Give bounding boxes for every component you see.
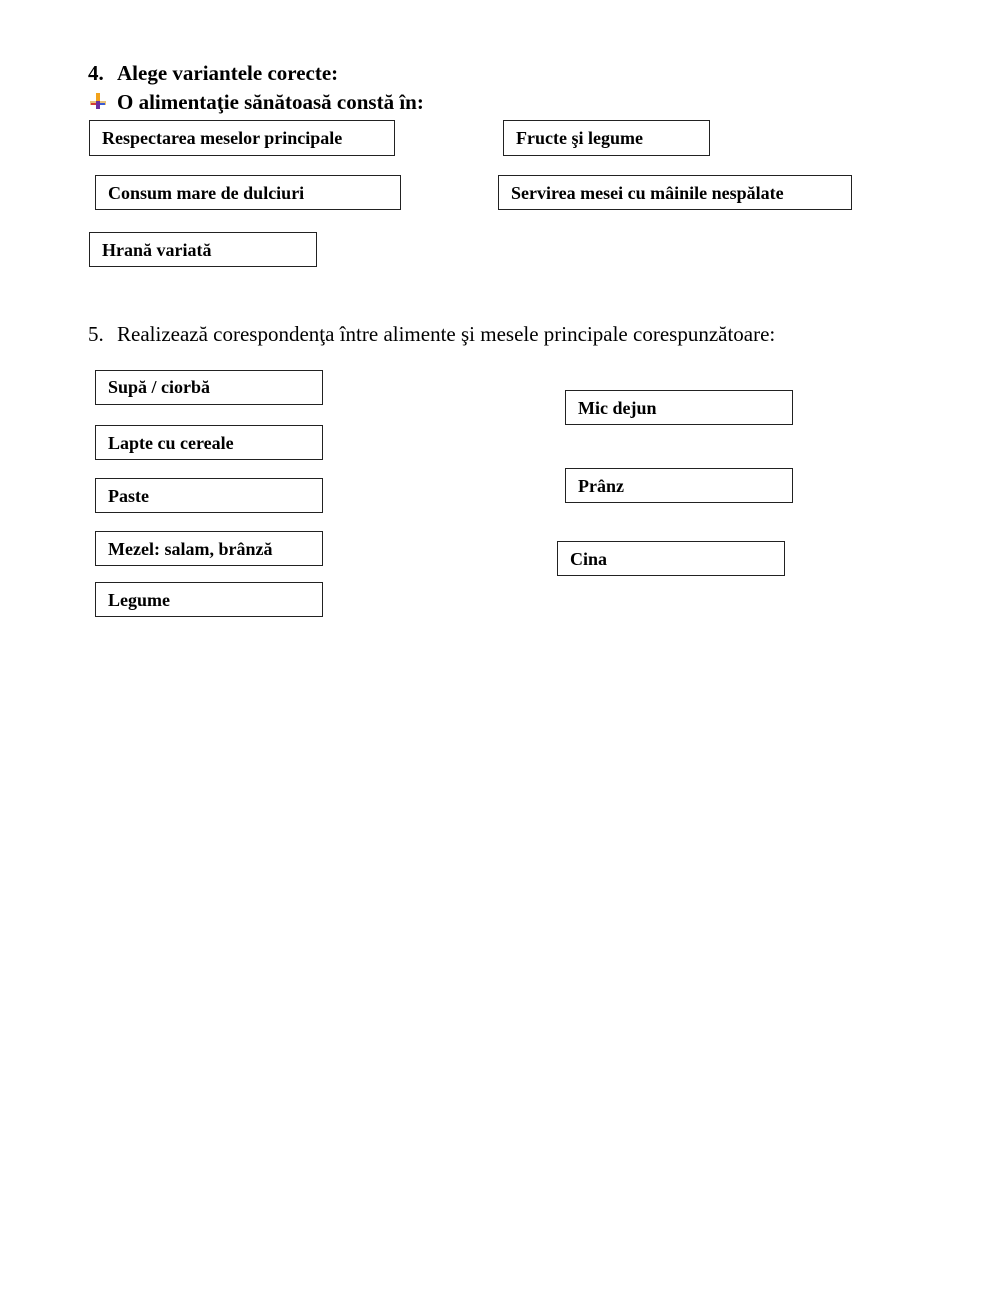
option-box[interactable]: Servirea mesei cu mâinile nespălate	[498, 175, 852, 210]
food-box[interactable]: Mezel: salam, brânză	[95, 531, 323, 566]
meal-box[interactable]: Cina	[557, 541, 785, 576]
question-5-heading	[88, 322, 775, 346]
question-5-number: 5.	[88, 322, 104, 346]
question-4-heading	[88, 61, 338, 85]
meal-box[interactable]: Prânz	[565, 468, 793, 503]
food-box[interactable]: Paste	[95, 478, 323, 513]
question-4-subtitle: O alimentaţie sănătoasă constă în:	[117, 90, 424, 114]
question-4-title: Alege variantele corecte:	[117, 61, 339, 85]
question-5-title: Realizează corespondenţa între alimente şi mesele principale corespunzătoare:	[117, 322, 776, 346]
option-box[interactable]: Consum mare de dulciuri	[95, 175, 401, 210]
question-4-number: 4.	[88, 61, 104, 85]
option-box[interactable]: Hrană variată	[89, 232, 317, 267]
meal-box[interactable]: Mic dejun	[565, 390, 793, 425]
food-box[interactable]: Supă / ciorbă	[95, 370, 323, 405]
option-box[interactable]: Respectarea meselor principale	[89, 120, 395, 156]
food-box[interactable]: Lapte cu cereale	[95, 425, 323, 460]
arrow-down-bullet-icon	[88, 91, 108, 111]
food-box[interactable]: Legume	[95, 582, 323, 617]
option-box[interactable]: Fructe şi legume	[503, 120, 710, 156]
